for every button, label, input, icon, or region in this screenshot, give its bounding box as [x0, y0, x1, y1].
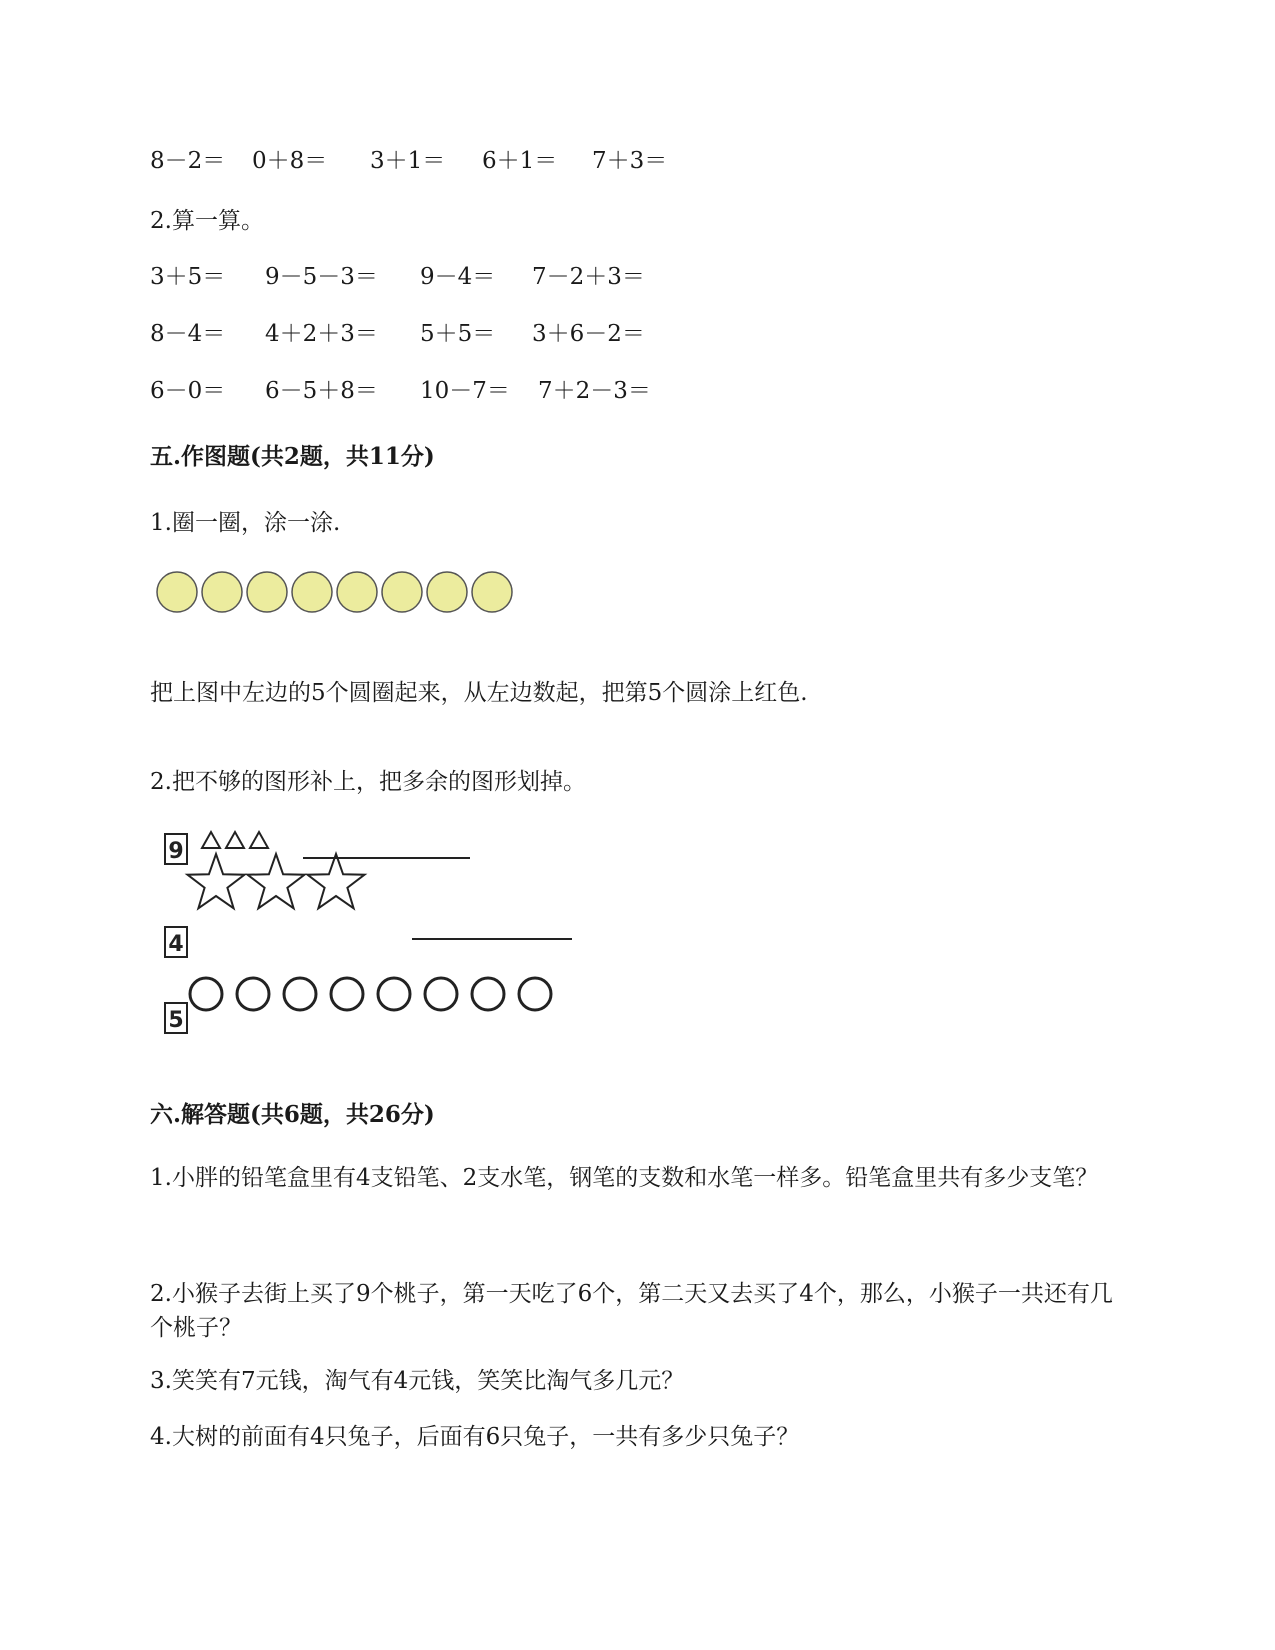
yellow-circle [202, 572, 242, 612]
equation: 6－5＋8＝ [265, 378, 378, 404]
circle-shape [519, 978, 551, 1010]
circle-shape [378, 978, 410, 1010]
section-6-heading: 六.解答题(共6题，共26分) [150, 1101, 435, 1128]
circle-shape [284, 978, 316, 1010]
number-label: 9 [168, 839, 184, 864]
equation: 9－5－3＝ [265, 264, 378, 290]
triangle-shape [202, 832, 220, 848]
star-shape [308, 854, 365, 908]
yellow-circle [382, 572, 422, 612]
equation: 3＋1＝ [370, 148, 446, 174]
yellow-circle [337, 572, 377, 612]
yellow-circles-figure [155, 562, 535, 622]
star-shape [188, 854, 245, 908]
equation: 0＋8＝ [252, 148, 328, 174]
equation: 8－2＝ [150, 148, 226, 174]
circle-shape [237, 978, 269, 1010]
section-5-heading: 五.作图题(共2题，共11分) [150, 443, 435, 470]
triangle-shape [226, 832, 244, 848]
triangle-shape [250, 832, 268, 848]
section-5-question-1-instruction: 把上图中左边的5个圆圈起来，从左边数起，把第5个圆涂上红色. [150, 680, 808, 706]
equation: 10－7＝ [420, 378, 510, 404]
question-2-title: 2.算一算。 [150, 208, 264, 234]
yellow-circle [157, 572, 197, 612]
yellow-circle [427, 572, 467, 612]
section-5-question-2-title: 2.把不够的图形补上，把多余的图形划掉。 [150, 769, 586, 795]
equation: 3＋5＝ [150, 264, 226, 290]
star-shape [248, 854, 305, 908]
equation: 8－4＝ [150, 321, 226, 347]
equation: 6＋1＝ [482, 148, 558, 174]
circle-shape [425, 978, 457, 1010]
section-6-question-1: 1.小胖的铅笔盒里有4支铅笔、2支水笔，钢笔的支数和水笔一样多。铅笔盒里共有多少支笔？ [150, 1165, 1099, 1191]
equation: 4＋2＋3＝ [265, 321, 378, 347]
section-6-question-2: 2.小猴子去街上买了9个桃子，第一天吃了6个，第二天又去买了4个，那么，小猴子一共还有几个桃子？ [150, 1281, 1113, 1341]
equation: 3＋6－2＝ [532, 321, 645, 347]
yellow-circle [292, 572, 332, 612]
section-6-question-3: 3.笑笑有7元钱，淘气有4元钱，笑笑比淘气多几元？ [150, 1368, 685, 1394]
section-5-question-1-title: 1.圈一圈，涂一涂. [150, 510, 341, 536]
number-label: 5 [168, 1008, 184, 1033]
section-6-question-4: 4.大树的前面有4只兔子，后面有6只兔子，一共有多少只兔子？ [150, 1424, 800, 1450]
number-label: 4 [168, 932, 184, 957]
equation: 5＋5＝ [420, 321, 496, 347]
equation: 6－0＝ [150, 378, 226, 404]
circle-shape [331, 978, 363, 1010]
yellow-circle [472, 572, 512, 612]
equation: 9－4＝ [420, 264, 496, 290]
yellow-circle [247, 572, 287, 612]
equation: 7＋2－3＝ [538, 378, 651, 404]
equation: 7－2＋3＝ [532, 264, 645, 290]
circle-shape [472, 978, 504, 1010]
equation: 7＋3＝ [592, 148, 668, 174]
shapes-figure [160, 820, 600, 1035]
circle-shape [190, 978, 222, 1010]
